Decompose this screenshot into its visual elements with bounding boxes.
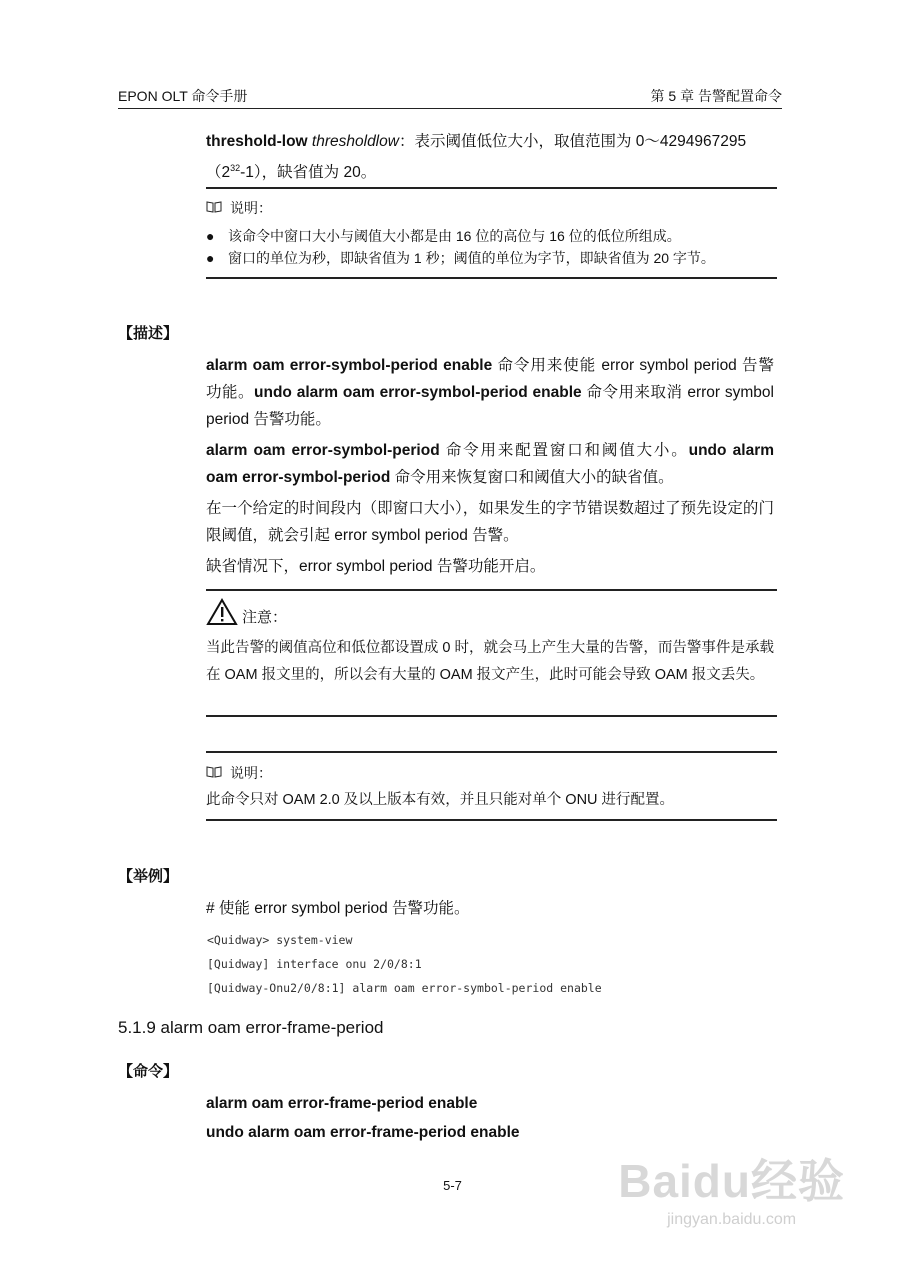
note1-bottom-rule (206, 277, 777, 279)
param-range-open: （2 (206, 164, 231, 182)
note2-text: 此命令只对 OAM 2.0 及以上版本有效，并且只能对单个 ONU 进行配置。 (206, 792, 675, 808)
describe-text: 命令用来使能 error symbol period 告警功能。 (206, 357, 775, 401)
param-description: ：表示阈值低位大小，取值范围为 0～4294967295 (398, 133, 747, 150)
describe-paragraph-1 (206, 352, 774, 433)
note1-top-rule (206, 187, 777, 189)
param-range-exponent: 32 (230, 163, 241, 173)
code-line: [Quidway] interface onu 2/0/8:1 (207, 957, 422, 971)
warning-icon (206, 598, 238, 630)
baidu-watermark (618, 1145, 845, 1229)
param-keyword: threshold-low (206, 133, 308, 150)
note2-bottom-rule (206, 819, 777, 821)
note1-bullet-text: 窗口的单位为秒，即缺省值为 1 秒；阈值的单位为字节，即缺省值为 20 字节。 (228, 250, 715, 266)
describe-paragraph-2 (206, 437, 774, 491)
section-example-label: 【举例】 (118, 868, 179, 885)
command-line: alarm oam error-frame-period enable (206, 1095, 478, 1112)
code-line: [Quidway-Onu2/0/8:1] alarm oam error-symbol-period enable (207, 981, 602, 995)
describe-paragraph-3: 在一个给定的时间段内（即窗口大小），如果发生的字节错误数超过了预先设定的门限阈值，就会引起 error symbol period 告警。 (206, 500, 774, 544)
subsection-heading: 5.1.9 alarm oam error-frame-period (118, 1018, 384, 1037)
param-argument: thresholdlow (311, 133, 399, 150)
watermark-url: jingyan.baidu.com (667, 1211, 797, 1228)
example-comment: # 使能 error symbol period 告警功能。 (206, 900, 470, 917)
cmd-enable: alarm oam error-symbol-period enable (206, 357, 493, 374)
caution-title (206, 598, 287, 630)
code-line: <Quidway> system-view (207, 933, 353, 947)
param-threshold-low (206, 128, 774, 186)
caution-title-text: 注意： (242, 609, 288, 626)
param-range-close: -1），缺省值为 20。 (240, 164, 377, 182)
note2-title (206, 763, 272, 783)
note1-title-text: 说明： (230, 200, 272, 216)
header-chapter-title: 第 5 章 告警配置命令 (650, 88, 782, 104)
caution-top-rule (206, 589, 777, 591)
book-icon (206, 201, 222, 216)
watermark-brand: Baidu经验 (618, 1155, 845, 1207)
describe-paragraph-4: 缺省情况下，error symbol period 告警功能开启。 (206, 558, 546, 575)
page-number: 5-7 (443, 1178, 462, 1193)
book-icon (206, 766, 222, 781)
cmd-configure: alarm oam error-symbol-period (206, 442, 440, 459)
header-manual-title: EPON OLT 命令手册 (118, 88, 248, 104)
bullet-dot-icon: ● (206, 250, 215, 266)
describe-text: 命令用来配置窗口和阈值大小。 (439, 442, 689, 459)
describe-text: 命令用来恢复窗口和阈值大小的缺省值。 (390, 469, 674, 486)
caution-text: 当此告警的阈值高位和低位都设置成 0 时，就会马上产生大量的告警，而告警事件是承载在 OAM 报文里的，所以会有大量的 OAM 报文产生，此时可能会导致 OAM 报文丢失。 (206, 640, 774, 683)
section-command-label: 【命令】 (118, 1063, 179, 1080)
cmd-undo-enable: undo alarm oam error-symbol-period enable (254, 384, 582, 401)
note1-bullet (206, 224, 777, 248)
bullet-dot-icon: ● (206, 228, 215, 244)
cmd-undo-configure: undo alarm oam error-symbol-period (206, 442, 775, 486)
note2-top-rule (206, 751, 777, 753)
section-describe-label: 【描述】 (118, 325, 179, 342)
describe-text: 命令用来取消 error symbol period 告警功能。 (206, 384, 774, 428)
command-line: undo alarm oam error-frame-period enable (206, 1124, 520, 1141)
note1-bullet (206, 246, 777, 270)
note1-title (206, 198, 272, 218)
header-rule (118, 108, 782, 109)
caution-bottom-rule (206, 715, 777, 717)
note1-bullet-text: 该命令中窗口大小与阈值大小都是由 16 位的高位与 16 位的低位所组成。 (228, 228, 681, 244)
note2-title-text: 说明： (230, 765, 272, 781)
